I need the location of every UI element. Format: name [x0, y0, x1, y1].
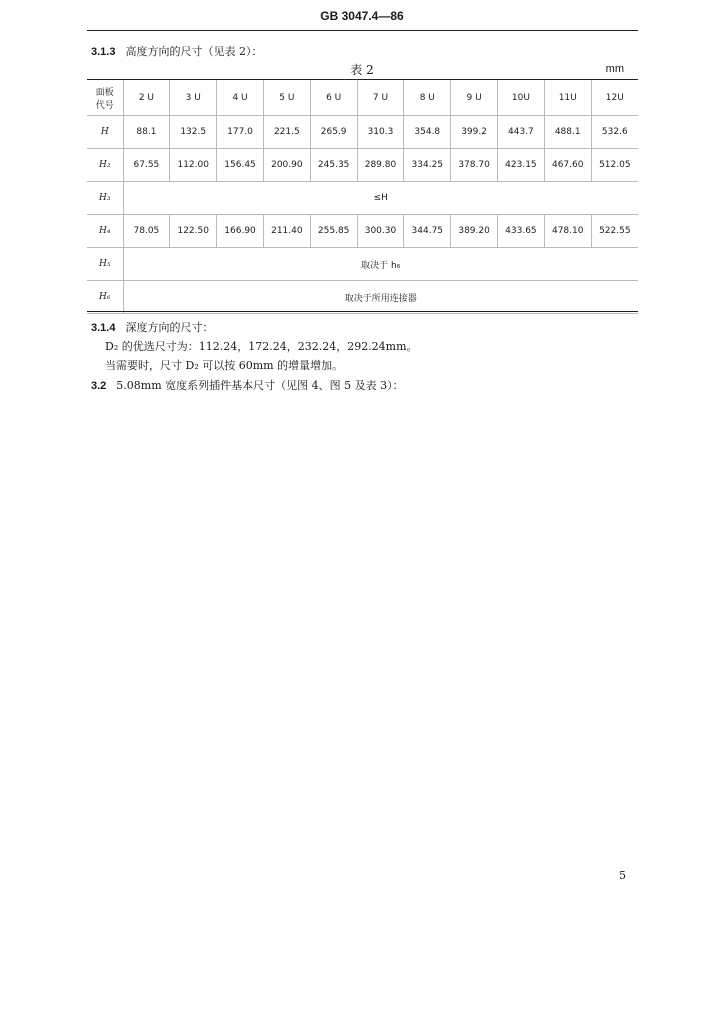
table-row	[87, 281, 638, 314]
table-bottom-rule	[87, 311, 638, 312]
column-header: 10U	[498, 80, 545, 116]
merged-value-cell: ≤H	[123, 182, 638, 215]
header-label-line-1: 面板	[95, 87, 114, 98]
section-heading: 高度方向的尺寸（见表 2）：	[125, 45, 263, 58]
table-row	[87, 149, 638, 182]
value-cell: 378.70	[451, 149, 498, 182]
value-cell: 156.45	[217, 149, 264, 182]
table-row	[87, 215, 638, 248]
section-3-1-3	[91, 43, 262, 59]
section-heading: 5.08mm 宽度系列插件基本尺寸（见图 4、图 5 及表 3）：	[116, 379, 404, 392]
value-cell: 488.1	[544, 116, 591, 149]
section-heading: 深度方向的尺寸：	[125, 321, 214, 334]
value-cell: 522.55	[591, 215, 638, 248]
value-cell: 132.5	[170, 116, 217, 149]
section-3-1-4	[91, 319, 213, 335]
value-cell: 423.15	[498, 149, 545, 182]
column-header: 6 U	[310, 80, 357, 116]
row-symbol: H₅	[87, 248, 123, 281]
value-cell: 177.0	[217, 116, 264, 149]
column-header: 8 U	[404, 80, 451, 116]
row-symbol: H₄	[87, 215, 123, 248]
value-cell: 221.5	[263, 116, 310, 149]
row-symbol: H₂	[87, 149, 123, 182]
header-rule	[87, 30, 638, 31]
value-cell: 211.40	[263, 215, 310, 248]
column-header: 3 U	[170, 80, 217, 116]
value-cell: 265.9	[310, 116, 357, 149]
value-cell: 200.90	[263, 149, 310, 182]
merged-value-cell: 取决于 h₆	[123, 248, 638, 281]
column-header: 2 U	[123, 80, 170, 116]
column-header: 9 U	[451, 80, 498, 116]
value-cell: 67.55	[123, 149, 170, 182]
value-cell: 166.90	[217, 215, 264, 248]
value-cell: 245.35	[310, 149, 357, 182]
row-symbol: H	[87, 116, 123, 149]
document-header: GB 3047.4—86	[320, 9, 404, 23]
value-cell: 255.85	[310, 215, 357, 248]
table-unit: mm	[605, 63, 624, 75]
value-cell: 88.1	[123, 116, 170, 149]
value-cell: 334.25	[404, 149, 451, 182]
value-cell: 467.60	[544, 149, 591, 182]
page-number: 5	[619, 869, 626, 882]
table-row	[87, 116, 638, 149]
header-label-cell	[87, 80, 123, 116]
row-symbol: H₆	[87, 281, 123, 314]
value-cell: 78.05	[123, 215, 170, 248]
merged-value-cell: 取决于所用连接器	[123, 281, 638, 314]
value-cell: 389.20	[451, 215, 498, 248]
value-cell: 512.05	[591, 149, 638, 182]
value-cell: 443.7	[498, 116, 545, 149]
column-header: 11U	[544, 80, 591, 116]
value-cell: 478.10	[544, 215, 591, 248]
row-symbol: H₃	[87, 182, 123, 215]
value-cell: 532.6	[591, 116, 638, 149]
section-number: 3.1.3	[91, 46, 116, 58]
paragraph-line: 当需要时，尺寸 D₂ 可以按 60mm 的增量增加。	[105, 359, 344, 372]
value-cell: 354.8	[404, 116, 451, 149]
table-header-row	[87, 80, 638, 116]
value-cell: 399.2	[451, 116, 498, 149]
value-cell: 433.65	[498, 215, 545, 248]
table-row	[87, 248, 638, 281]
column-header: 4 U	[217, 80, 264, 116]
value-cell: 300.30	[357, 215, 404, 248]
value-cell: 122.50	[170, 215, 217, 248]
column-header: 7 U	[357, 80, 404, 116]
paragraph-line: D₂ 的优选尺寸为：112.24，172.24，232.24，292.24mm。	[105, 340, 418, 353]
table-row	[87, 182, 638, 215]
value-cell: 344.75	[404, 215, 451, 248]
column-header: 12U	[591, 80, 638, 116]
value-cell: 289.80	[357, 149, 404, 182]
header-label-line-2: 代号	[95, 100, 114, 111]
section-number: 3.1.4	[91, 322, 116, 334]
value-cell: 310.3	[357, 116, 404, 149]
column-header: 5 U	[263, 80, 310, 116]
section-number: 3.2	[91, 380, 107, 392]
table-title: 表 2	[350, 63, 374, 77]
section-3-2	[91, 377, 404, 393]
value-cell: 112.00	[170, 149, 217, 182]
dimension-table	[87, 80, 638, 314]
